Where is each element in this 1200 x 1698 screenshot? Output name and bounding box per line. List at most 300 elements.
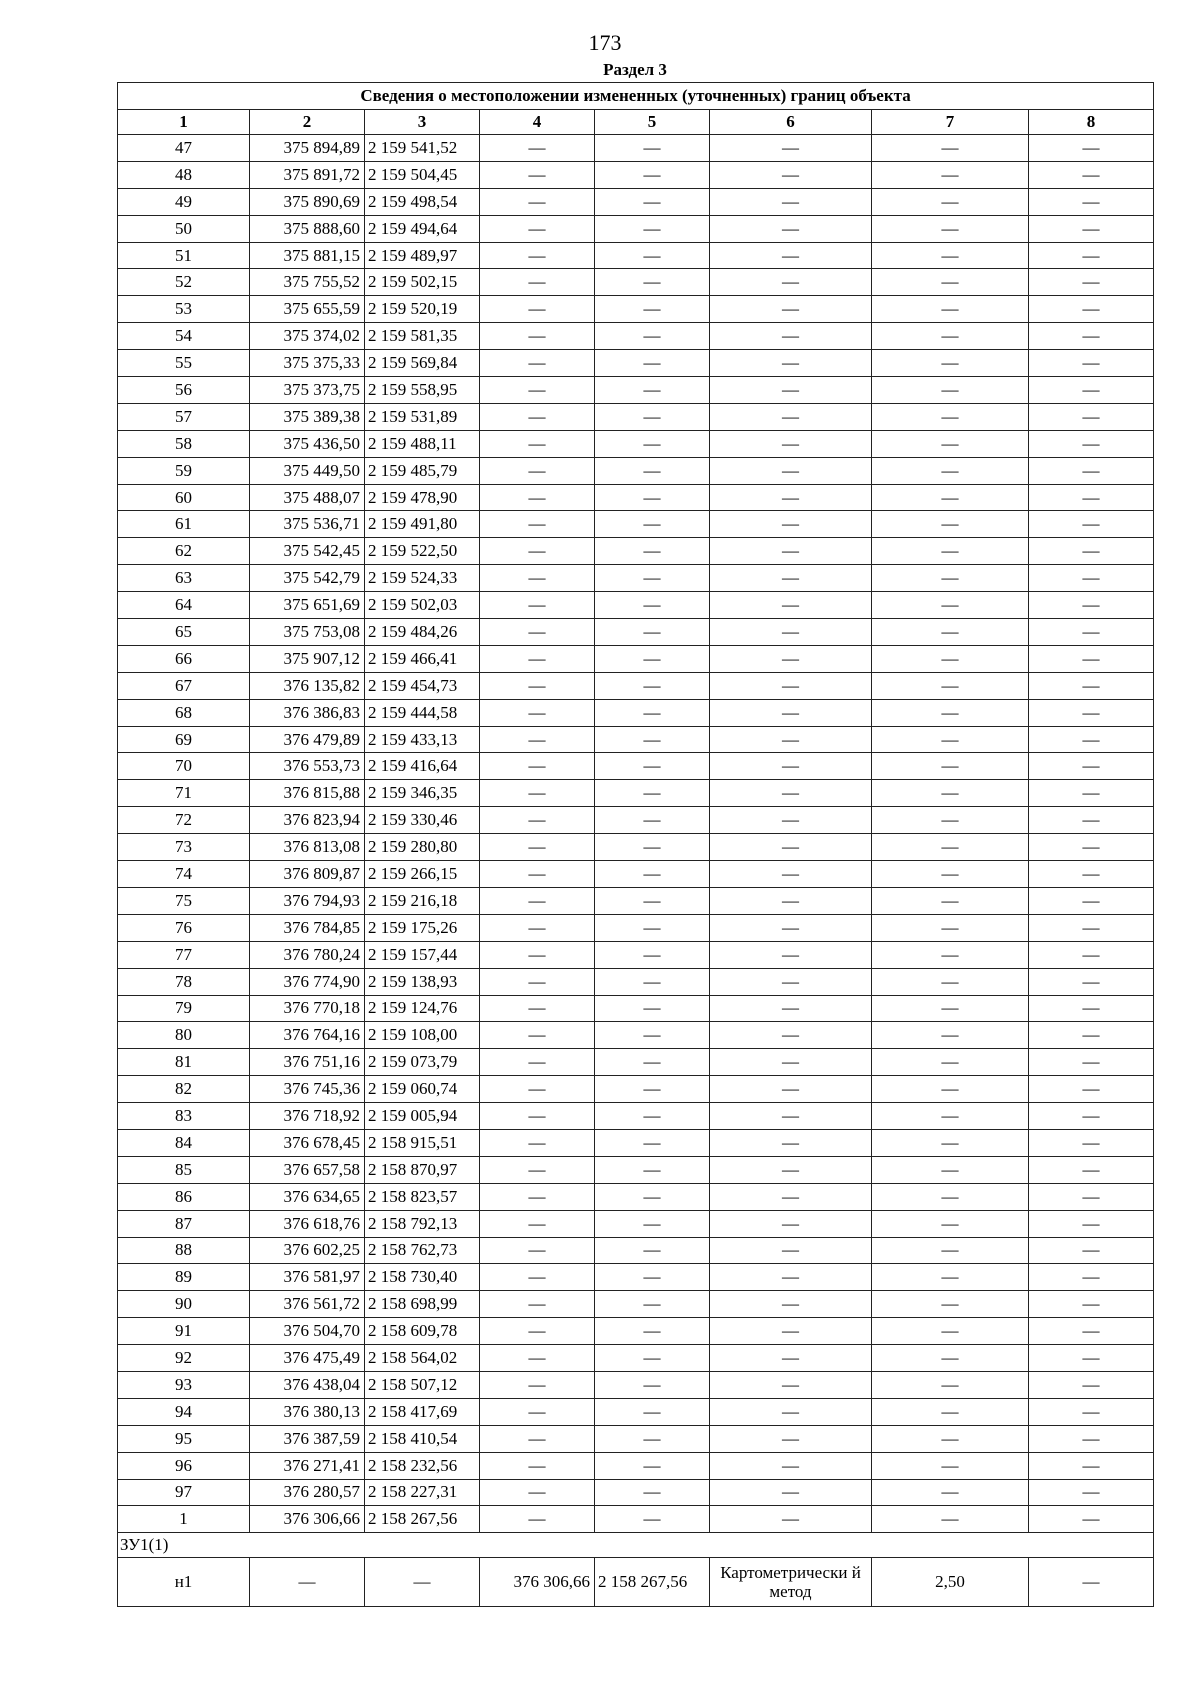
x-coordinate-cell: 376 794,93 bbox=[250, 887, 365, 914]
y-coordinate-cell: 2 159 330,46 bbox=[365, 807, 480, 834]
empty-dash-cell: — bbox=[480, 861, 595, 888]
empty-dash-cell: — bbox=[872, 1506, 1029, 1533]
empty-dash-cell: — bbox=[710, 887, 872, 914]
empty-dash-cell: — bbox=[480, 753, 595, 780]
empty-dash-cell: — bbox=[595, 1103, 710, 1130]
y-coordinate-cell: 2 159 346,35 bbox=[365, 780, 480, 807]
empty-dash-cell: — bbox=[480, 457, 595, 484]
empty-dash-cell: — bbox=[872, 592, 1029, 619]
y-coordinate-cell: 2 159 175,26 bbox=[365, 914, 480, 941]
table-row bbox=[118, 269, 1154, 296]
table-row bbox=[118, 1291, 1154, 1318]
y-coordinate-cell: 2 159 073,79 bbox=[365, 1049, 480, 1076]
empty-dash-cell: — bbox=[710, 161, 872, 188]
x-coordinate-cell: 376 380,13 bbox=[250, 1398, 365, 1425]
x-coordinate-cell: 375 651,69 bbox=[250, 592, 365, 619]
y-coordinate-cell: 2 159 060,74 bbox=[365, 1076, 480, 1103]
table-row bbox=[118, 1156, 1154, 1183]
empty-dash-cell: — bbox=[480, 215, 595, 242]
empty-dash-cell: — bbox=[872, 296, 1029, 323]
empty-dash-cell: — bbox=[710, 1183, 872, 1210]
y-coordinate-cell: 2 158 762,73 bbox=[365, 1237, 480, 1264]
empty-dash-cell: — bbox=[1029, 1506, 1154, 1533]
point-number-cell: 83 bbox=[118, 1103, 250, 1130]
empty-dash-cell: — bbox=[1029, 914, 1154, 941]
point-number-cell: 1 bbox=[118, 1506, 250, 1533]
empty-dash-cell: — bbox=[480, 995, 595, 1022]
point-number-cell: 80 bbox=[118, 1022, 250, 1049]
empty-dash-cell: — bbox=[595, 619, 710, 646]
empty-dash-cell: — bbox=[1029, 1183, 1154, 1210]
empty-dash-cell: — bbox=[872, 565, 1029, 592]
empty-dash-cell: — bbox=[872, 1425, 1029, 1452]
x-coordinate-cell: 375 436,50 bbox=[250, 430, 365, 457]
empty-dash-cell: — bbox=[480, 161, 595, 188]
empty-dash-cell: — bbox=[710, 269, 872, 296]
point-number-cell: 56 bbox=[118, 377, 250, 404]
point-number-cell: 85 bbox=[118, 1156, 250, 1183]
point-number-cell: 50 bbox=[118, 215, 250, 242]
empty-dash-cell: — bbox=[595, 1318, 710, 1345]
empty-dash-cell: — bbox=[872, 619, 1029, 646]
empty-dash-cell: — bbox=[872, 834, 1029, 861]
empty-dash-cell: — bbox=[1029, 377, 1154, 404]
y-coordinate-cell: 2 159 138,93 bbox=[365, 968, 480, 995]
empty-dash-cell: — bbox=[1029, 350, 1154, 377]
empty-dash-cell: — bbox=[595, 350, 710, 377]
empty-dash-cell: — bbox=[710, 807, 872, 834]
empty-dash-cell: — bbox=[480, 941, 595, 968]
empty-dash-cell: — bbox=[480, 834, 595, 861]
table-row bbox=[118, 1264, 1154, 1291]
empty-dash-cell: — bbox=[710, 484, 872, 511]
empty-dash-cell: — bbox=[595, 699, 710, 726]
y-coordinate-cell: 2 158 609,78 bbox=[365, 1318, 480, 1345]
empty-dash-cell: — bbox=[872, 1291, 1029, 1318]
empty-dash-cell: — bbox=[710, 1210, 872, 1237]
empty-dash-cell: — bbox=[595, 1264, 710, 1291]
x-coordinate-cell: 375 542,79 bbox=[250, 565, 365, 592]
empty-dash-cell: — bbox=[872, 753, 1029, 780]
x-coordinate-cell: 376 784,85 bbox=[250, 914, 365, 941]
table-row bbox=[118, 565, 1154, 592]
x-coordinate-cell: 376 764,16 bbox=[250, 1022, 365, 1049]
x-coordinate-cell: 376 774,90 bbox=[250, 968, 365, 995]
point-number-cell: н1 bbox=[118, 1558, 250, 1607]
x-coordinate-cell: 375 488,07 bbox=[250, 484, 365, 511]
y-coordinate-cell: 2 159 266,15 bbox=[365, 861, 480, 888]
x-coordinate-cell: 376 553,73 bbox=[250, 753, 365, 780]
empty-dash-cell: — bbox=[710, 1371, 872, 1398]
empty-dash-cell: — bbox=[480, 565, 595, 592]
table-caption: Сведения о местоположении измененных (уточненных) границ объекта bbox=[118, 83, 1154, 110]
empty-dash-cell: — bbox=[872, 1345, 1029, 1372]
empty-dash-cell: — bbox=[1029, 1371, 1154, 1398]
point-number-cell: 79 bbox=[118, 995, 250, 1022]
y-coordinate-cell: 2 159 502,15 bbox=[365, 269, 480, 296]
table-row bbox=[118, 1425, 1154, 1452]
empty-dash-cell: — bbox=[710, 1076, 872, 1103]
empty-dash-cell: — bbox=[872, 457, 1029, 484]
empty-dash-cell: — bbox=[480, 887, 595, 914]
empty-dash-cell: — bbox=[1029, 269, 1154, 296]
point-number-cell: 69 bbox=[118, 726, 250, 753]
x-coordinate-cell: 375 891,72 bbox=[250, 161, 365, 188]
empty-dash-cell: — bbox=[595, 403, 710, 430]
point-number-cell: 89 bbox=[118, 1264, 250, 1291]
empty-dash-cell: — bbox=[595, 1345, 710, 1372]
empty-dash-cell: — bbox=[480, 1425, 595, 1452]
point-number-cell: 54 bbox=[118, 323, 250, 350]
empty-dash-cell: — bbox=[872, 1398, 1029, 1425]
empty-dash-cell: — bbox=[595, 1076, 710, 1103]
table-row bbox=[118, 1452, 1154, 1479]
x-coordinate-cell: 376 306,66 bbox=[250, 1506, 365, 1533]
empty-dash-cell: — bbox=[710, 592, 872, 619]
table-row bbox=[118, 592, 1154, 619]
empty-dash-cell: — bbox=[710, 1237, 872, 1264]
x-coordinate-cell: 376 823,94 bbox=[250, 807, 365, 834]
table-row bbox=[118, 1398, 1154, 1425]
empty-dash-cell: — bbox=[710, 619, 872, 646]
table-row bbox=[118, 941, 1154, 968]
empty-dash-cell: — bbox=[1029, 968, 1154, 995]
point-number-cell: 53 bbox=[118, 296, 250, 323]
point-number-cell: 65 bbox=[118, 619, 250, 646]
empty-dash-cell: — bbox=[480, 1156, 595, 1183]
empty-dash-cell: — bbox=[480, 1452, 595, 1479]
point-number-cell: 91 bbox=[118, 1318, 250, 1345]
x-coordinate-cell: 376 634,65 bbox=[250, 1183, 365, 1210]
empty-dash-cell: — bbox=[480, 1291, 595, 1318]
empty-dash-cell: — bbox=[1029, 1076, 1154, 1103]
empty-dash-cell: — bbox=[595, 887, 710, 914]
y-coordinate-cell: 2 159 558,95 bbox=[365, 377, 480, 404]
empty-dash-cell: — bbox=[480, 269, 595, 296]
empty-dash-cell: — bbox=[1029, 484, 1154, 511]
y-coordinate-cell: 2 158 915,51 bbox=[365, 1129, 480, 1156]
empty-dash-cell: — bbox=[1029, 1398, 1154, 1425]
empty-dash-cell: — bbox=[710, 780, 872, 807]
table-row bbox=[118, 323, 1154, 350]
empty-dash-cell: — bbox=[1029, 807, 1154, 834]
empty-dash-cell: — bbox=[480, 780, 595, 807]
empty-dash-cell: — bbox=[872, 1156, 1029, 1183]
empty-dash-cell: — bbox=[1029, 1022, 1154, 1049]
empty-dash-cell: — bbox=[710, 699, 872, 726]
section-title: Раздел 3 bbox=[603, 60, 667, 79]
empty-dash-cell: — bbox=[872, 484, 1029, 511]
y-coordinate-cell: 2 158 507,12 bbox=[365, 1371, 480, 1398]
empty-dash-cell: — bbox=[595, 296, 710, 323]
point-number-cell: 67 bbox=[118, 672, 250, 699]
empty-dash-cell: — bbox=[710, 1398, 872, 1425]
empty-dash-cell: — bbox=[872, 430, 1029, 457]
point-number-cell: 66 bbox=[118, 645, 250, 672]
table-row bbox=[118, 834, 1154, 861]
empty-dash-cell: — bbox=[250, 1558, 365, 1607]
y-coordinate-cell: 2 158 232,56 bbox=[365, 1452, 480, 1479]
empty-dash-cell: — bbox=[872, 269, 1029, 296]
table-row bbox=[118, 645, 1154, 672]
empty-dash-cell: — bbox=[480, 403, 595, 430]
x-coordinate-cell: 376 809,87 bbox=[250, 861, 365, 888]
table-row bbox=[118, 995, 1154, 1022]
point-number-cell: 95 bbox=[118, 1425, 250, 1452]
empty-dash-cell: — bbox=[595, 1452, 710, 1479]
empty-dash-cell: — bbox=[595, 538, 710, 565]
empty-dash-cell: — bbox=[480, 914, 595, 941]
point-number-cell: 75 bbox=[118, 887, 250, 914]
table-row bbox=[118, 1022, 1154, 1049]
empty-dash-cell: — bbox=[480, 672, 595, 699]
x-coordinate-cell: 376 386,83 bbox=[250, 699, 365, 726]
empty-dash-cell: — bbox=[1029, 135, 1154, 162]
empty-dash-cell: — bbox=[1029, 188, 1154, 215]
empty-dash-cell: — bbox=[710, 995, 872, 1022]
y-coordinate-cell: 2 159 124,76 bbox=[365, 995, 480, 1022]
empty-dash-cell: — bbox=[595, 1049, 710, 1076]
x-coordinate-cell: 376 438,04 bbox=[250, 1371, 365, 1398]
empty-dash-cell: — bbox=[595, 807, 710, 834]
y-coordinate-cell: 2 159 108,00 bbox=[365, 1022, 480, 1049]
empty-dash-cell: — bbox=[595, 1022, 710, 1049]
empty-dash-cell: — bbox=[872, 1076, 1029, 1103]
empty-dash-cell: — bbox=[710, 645, 872, 672]
x-coordinate-cell: 375 373,75 bbox=[250, 377, 365, 404]
point-number-cell: 60 bbox=[118, 484, 250, 511]
empty-dash-cell: — bbox=[710, 403, 872, 430]
column-number: 6 bbox=[710, 110, 872, 135]
empty-dash-cell: — bbox=[872, 1049, 1029, 1076]
empty-dash-cell: — bbox=[595, 861, 710, 888]
table-row bbox=[118, 1479, 1154, 1506]
empty-dash-cell: — bbox=[480, 1129, 595, 1156]
empty-dash-cell: — bbox=[595, 430, 710, 457]
empty-dash-cell: — bbox=[595, 377, 710, 404]
empty-dash-cell: — bbox=[872, 1210, 1029, 1237]
table-row bbox=[118, 914, 1154, 941]
empty-dash-cell: — bbox=[1029, 1479, 1154, 1506]
point-number-cell: 87 bbox=[118, 1210, 250, 1237]
table-row bbox=[118, 1076, 1154, 1103]
x-coordinate-cell: 375 755,52 bbox=[250, 269, 365, 296]
empty-dash-cell: — bbox=[710, 1506, 872, 1533]
x-coordinate-cell: 376 751,16 bbox=[250, 1049, 365, 1076]
table-row bbox=[118, 511, 1154, 538]
group-label-row bbox=[118, 1533, 1154, 1558]
x-coordinate-cell: 375 881,15 bbox=[250, 242, 365, 269]
final-row bbox=[118, 1558, 1154, 1607]
y-coordinate-cell: 2 159 466,41 bbox=[365, 645, 480, 672]
column-number: 2 bbox=[250, 110, 365, 135]
y-coordinate-cell: 2 159 454,73 bbox=[365, 672, 480, 699]
empty-dash-cell: — bbox=[480, 1210, 595, 1237]
y-coordinate-cell: 2 159 444,58 bbox=[365, 699, 480, 726]
point-number-cell: 86 bbox=[118, 1183, 250, 1210]
point-number-cell: 73 bbox=[118, 834, 250, 861]
x-coordinate-cell: 375 449,50 bbox=[250, 457, 365, 484]
empty-dash-cell: — bbox=[480, 323, 595, 350]
empty-dash-cell: — bbox=[1029, 1049, 1154, 1076]
empty-dash-cell: — bbox=[1029, 1345, 1154, 1372]
y-coordinate-cell: 2 159 488,11 bbox=[365, 430, 480, 457]
empty-dash-cell: — bbox=[1029, 1129, 1154, 1156]
empty-dash-cell: — bbox=[1029, 941, 1154, 968]
table-row bbox=[118, 861, 1154, 888]
empty-dash-cell: — bbox=[595, 457, 710, 484]
table-row bbox=[118, 1049, 1154, 1076]
empty-dash-cell: — bbox=[710, 1156, 872, 1183]
empty-dash-cell: — bbox=[710, 188, 872, 215]
empty-dash-cell: — bbox=[1029, 861, 1154, 888]
point-number-cell: 94 bbox=[118, 1398, 250, 1425]
point-number-cell: 71 bbox=[118, 780, 250, 807]
table-row bbox=[118, 215, 1154, 242]
empty-dash-cell: — bbox=[595, 1479, 710, 1506]
point-number-cell: 70 bbox=[118, 753, 250, 780]
point-number-cell: 92 bbox=[118, 1345, 250, 1372]
empty-dash-cell: — bbox=[710, 1049, 872, 1076]
x-coordinate-cell: 375 907,12 bbox=[250, 645, 365, 672]
empty-dash-cell: — bbox=[872, 1237, 1029, 1264]
empty-dash-cell: — bbox=[872, 188, 1029, 215]
empty-dash-cell: — bbox=[710, 215, 872, 242]
empty-dash-cell: — bbox=[480, 188, 595, 215]
empty-dash-cell: — bbox=[1029, 323, 1154, 350]
empty-dash-cell: — bbox=[710, 135, 872, 162]
empty-dash-cell: — bbox=[1029, 592, 1154, 619]
empty-dash-cell: — bbox=[1029, 995, 1154, 1022]
empty-dash-cell: — bbox=[595, 968, 710, 995]
empty-dash-cell: — bbox=[710, 457, 872, 484]
empty-dash-cell: — bbox=[872, 995, 1029, 1022]
empty-dash-cell: — bbox=[595, 1129, 710, 1156]
point-number-cell: 84 bbox=[118, 1129, 250, 1156]
point-number-cell: 96 bbox=[118, 1452, 250, 1479]
empty-dash-cell: — bbox=[480, 430, 595, 457]
point-number-cell: 59 bbox=[118, 457, 250, 484]
x-coordinate-cell: 376 271,41 bbox=[250, 1452, 365, 1479]
table-row bbox=[118, 403, 1154, 430]
y-coordinate-cell: 2 159 569,84 bbox=[365, 350, 480, 377]
point-number-cell: 62 bbox=[118, 538, 250, 565]
empty-dash-cell: — bbox=[1029, 403, 1154, 430]
x-coordinate-cell: 375 655,59 bbox=[250, 296, 365, 323]
empty-dash-cell: — bbox=[480, 1022, 595, 1049]
y-coordinate-cell: 2 159 489,97 bbox=[365, 242, 480, 269]
empty-dash-cell: — bbox=[1029, 1237, 1154, 1264]
table-row bbox=[118, 242, 1154, 269]
empty-dash-cell: — bbox=[710, 914, 872, 941]
empty-dash-cell: — bbox=[595, 645, 710, 672]
empty-dash-cell: — bbox=[1029, 511, 1154, 538]
column-number: 4 bbox=[480, 110, 595, 135]
empty-dash-cell: — bbox=[710, 1291, 872, 1318]
empty-dash-cell: — bbox=[872, 1318, 1029, 1345]
y-coordinate-cell: 2 159 520,19 bbox=[365, 296, 480, 323]
empty-dash-cell: — bbox=[710, 565, 872, 592]
empty-dash-cell: — bbox=[595, 780, 710, 807]
empty-dash-cell: — bbox=[872, 861, 1029, 888]
empty-dash-cell: — bbox=[1029, 565, 1154, 592]
table-row bbox=[118, 1210, 1154, 1237]
empty-dash-cell: — bbox=[872, 699, 1029, 726]
empty-dash-cell: — bbox=[595, 995, 710, 1022]
x-coordinate-cell: 376 581,97 bbox=[250, 1264, 365, 1291]
y-coordinate-cell: 2 158 410,54 bbox=[365, 1425, 480, 1452]
empty-dash-cell: — bbox=[872, 672, 1029, 699]
empty-dash-cell: — bbox=[595, 565, 710, 592]
empty-dash-cell: — bbox=[480, 1237, 595, 1264]
y-coordinate-cell: 2 159 581,35 bbox=[365, 323, 480, 350]
empty-dash-cell: — bbox=[595, 1371, 710, 1398]
y-coordinate-cell: 2 159 485,79 bbox=[365, 457, 480, 484]
x-coordinate-cell: 376 657,58 bbox=[250, 1156, 365, 1183]
x-coordinate-cell: 376 780,24 bbox=[250, 941, 365, 968]
empty-dash-cell: — bbox=[480, 968, 595, 995]
table-row bbox=[118, 699, 1154, 726]
y-coordinate-cell: 2 158 792,13 bbox=[365, 1210, 480, 1237]
point-number-cell: 68 bbox=[118, 699, 250, 726]
point-number-cell: 48 bbox=[118, 161, 250, 188]
empty-dash-cell: — bbox=[1029, 242, 1154, 269]
empty-dash-cell: — bbox=[710, 1318, 872, 1345]
x-coordinate-cell: 375 753,08 bbox=[250, 619, 365, 646]
x-coordinate-cell: 376 475,49 bbox=[250, 1345, 365, 1372]
point-number-cell: 61 bbox=[118, 511, 250, 538]
x-coordinate-cell: 376 678,45 bbox=[250, 1129, 365, 1156]
empty-dash-cell: — bbox=[595, 1210, 710, 1237]
empty-dash-cell: — bbox=[480, 1371, 595, 1398]
y-coordinate-cell: 2 159 504,45 bbox=[365, 161, 480, 188]
empty-dash-cell: — bbox=[480, 1183, 595, 1210]
x-coordinate-cell: 376 561,72 bbox=[250, 1291, 365, 1318]
empty-dash-cell: — bbox=[872, 645, 1029, 672]
point-number-cell: 51 bbox=[118, 242, 250, 269]
empty-dash-cell: — bbox=[480, 726, 595, 753]
empty-dash-cell: — bbox=[710, 1345, 872, 1372]
empty-dash-cell: — bbox=[710, 323, 872, 350]
empty-dash-cell: — bbox=[480, 592, 595, 619]
empty-dash-cell: — bbox=[710, 726, 872, 753]
empty-dash-cell: — bbox=[1029, 887, 1154, 914]
empty-dash-cell: — bbox=[872, 135, 1029, 162]
empty-dash-cell: — bbox=[595, 726, 710, 753]
x-coordinate-cell: 375 542,45 bbox=[250, 538, 365, 565]
y-coordinate-cell: 2 158 564,02 bbox=[365, 1345, 480, 1372]
y-coordinate-cell: 2 159 524,33 bbox=[365, 565, 480, 592]
empty-dash-cell: — bbox=[872, 1452, 1029, 1479]
empty-dash-cell: — bbox=[872, 1183, 1029, 1210]
empty-dash-cell: — bbox=[595, 1506, 710, 1533]
point-number-cell: 72 bbox=[118, 807, 250, 834]
y-coordinate-cell: 2 158 823,57 bbox=[365, 1183, 480, 1210]
empty-dash-cell: — bbox=[480, 1264, 595, 1291]
empty-dash-cell: — bbox=[1029, 457, 1154, 484]
empty-dash-cell: — bbox=[1029, 726, 1154, 753]
empty-dash-cell: — bbox=[872, 1022, 1029, 1049]
x-coordinate-cell: 376 306,66 bbox=[480, 1558, 595, 1607]
empty-dash-cell: — bbox=[480, 135, 595, 162]
empty-dash-cell: — bbox=[1029, 1318, 1154, 1345]
point-number-cell: 58 bbox=[118, 430, 250, 457]
table-row bbox=[118, 780, 1154, 807]
table-row bbox=[118, 1345, 1154, 1372]
empty-dash-cell: — bbox=[872, 968, 1029, 995]
empty-dash-cell: — bbox=[710, 296, 872, 323]
empty-dash-cell: — bbox=[1029, 538, 1154, 565]
